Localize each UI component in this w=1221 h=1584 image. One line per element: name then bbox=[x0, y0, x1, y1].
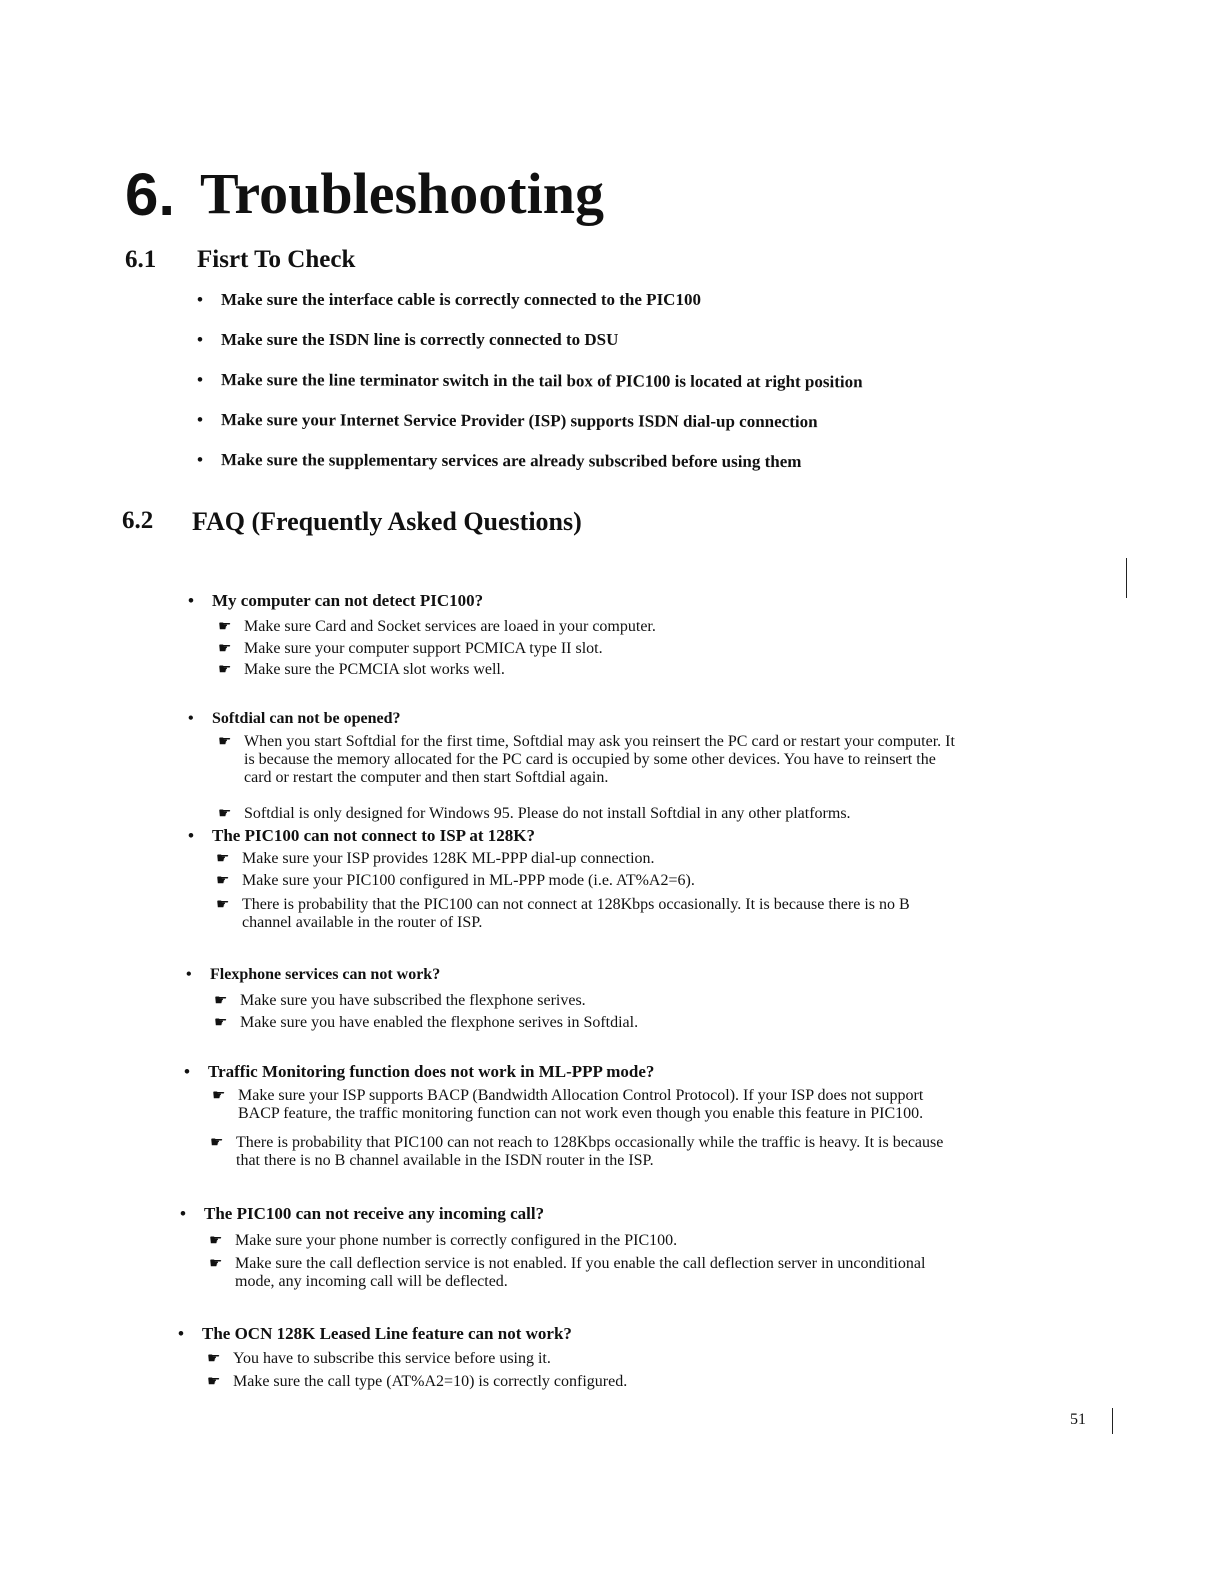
bullet-icon: • bbox=[196, 410, 203, 430]
bullet-icon: • bbox=[186, 966, 192, 983]
pointing-hand-icon: ☛ bbox=[216, 897, 230, 913]
faq-answer: ☛ There is probability that the PIC100 can not connect at 128Kbps occasionally. It is because there is no B channel available in the router of ISP. bbox=[216, 896, 910, 931]
faq-question: • My computer can not detect PIC100? bbox=[188, 591, 484, 610]
pointing-hand-icon: ☛ bbox=[212, 1088, 226, 1104]
faq-answer: ☛ You have to subscribe this service before using it. bbox=[207, 1350, 551, 1367]
chapter-title: Troubleshooting bbox=[200, 161, 604, 226]
faq-answer: ☛ Make sure you have enabled the flexphone serives in Softdial. bbox=[214, 1014, 639, 1031]
bullet-icon: • bbox=[178, 1324, 184, 1343]
chapter-number: 6. bbox=[125, 161, 176, 228]
pointing-hand-icon: ☛ bbox=[216, 851, 230, 867]
checklist-item: • Make sure the interface cable is correctly connected to the PIC100 bbox=[197, 290, 701, 309]
faq-question: • The OCN 128K Leased Line feature can not work? bbox=[178, 1324, 572, 1343]
change-bar bbox=[1126, 558, 1127, 598]
faq-answer: ☛ Make sure the call type (AT%A2=10) is correctly configured. bbox=[207, 1373, 628, 1390]
faq-answer: ☛ There is probability that PIC100 can not reach to 128Kbps occasionally while the traffic is heavy. It is because that there is no B channel available in the ISDN router in the ISP. bbox=[210, 1134, 944, 1169]
section-title: Fisrt To Check bbox=[197, 246, 356, 273]
bullet-icon: • bbox=[188, 710, 194, 727]
bullet-icon: • bbox=[180, 1204, 186, 1223]
bullet-icon: • bbox=[188, 591, 194, 610]
bullet-icon: • bbox=[196, 450, 203, 470]
faq-question: • Flexphone services can not work? bbox=[186, 966, 441, 983]
bullet-icon: • bbox=[196, 370, 203, 390]
faq-answer: ☛ Make sure the call deflection service is not enabled. If you enable the call deflection server in unconditional mode, any incoming call will be deflected. bbox=[209, 1255, 926, 1290]
checklist-item: • Make sure your Internet Service Provider (ISP) supports ISDN dial-up connection bbox=[196, 410, 818, 432]
pointing-hand-icon: ☛ bbox=[207, 1351, 221, 1367]
bullet-icon: • bbox=[188, 826, 194, 845]
pointing-hand-icon: ☛ bbox=[218, 806, 232, 822]
faq-question: • Softdial can not be opened? bbox=[188, 710, 401, 727]
faq-question: • The PIC100 can not connect to ISP at 128K? bbox=[188, 826, 535, 845]
faq-answer: ☛ Make sure Card and Socket services are loaed in your computer. bbox=[218, 618, 656, 635]
bullet-icon: • bbox=[184, 1062, 190, 1081]
pointing-hand-icon: ☛ bbox=[216, 873, 230, 889]
section-number: 6.2 bbox=[122, 507, 154, 534]
pointing-hand-icon: ☛ bbox=[214, 1015, 228, 1031]
section-title: FAQ (Frequently Asked Questions) bbox=[192, 507, 582, 536]
faq-answer: ☛ Make sure your PIC100 configured in ML-PPP mode (i.e. AT%A2=6). bbox=[216, 872, 695, 889]
faq-answer: ☛ Softdial is only designed for Windows 95. Please do not install Softdial in any other platforms. bbox=[218, 805, 851, 822]
checklist-item: • Make sure the line terminator switch in the tail box of PIC100 is located at right position bbox=[196, 370, 863, 392]
pointing-hand-icon: ☛ bbox=[207, 1374, 221, 1390]
faq-answer: ☛ Make sure you have subscribed the flexphone serives. bbox=[214, 992, 586, 1009]
checklist-item: • Make sure the ISDN line is correctly connected to DSU bbox=[197, 330, 619, 349]
faq-question: • The PIC100 can not receive any incoming call? bbox=[180, 1204, 545, 1223]
pointing-hand-icon: ☛ bbox=[218, 619, 232, 635]
bullet-icon: • bbox=[197, 290, 203, 309]
change-bar bbox=[1112, 1408, 1113, 1434]
pointing-hand-icon: ☛ bbox=[218, 662, 232, 678]
page-number: 51 bbox=[1070, 1411, 1086, 1428]
pointing-hand-icon: ☛ bbox=[210, 1135, 224, 1151]
faq-question: • Traffic Monitoring function does not work in ML-PPP mode? bbox=[184, 1062, 655, 1081]
checklist-item: • Make sure the supplementary services are already subscribed before using them bbox=[196, 450, 802, 472]
section-number: 6.1 bbox=[125, 246, 157, 273]
pointing-hand-icon: ☛ bbox=[218, 734, 232, 750]
pointing-hand-icon: ☛ bbox=[209, 1256, 223, 1272]
faq-answer: ☛ Make sure the PCMCIA slot works well. bbox=[218, 661, 505, 678]
pointing-hand-icon: ☛ bbox=[214, 993, 228, 1009]
faq-answer: ☛ Make sure your ISP supports BACP (Bandwidth Allocation Control Protocol). If your ISP does not support BACP feature, the traffic monitoring function can not work even though you enable this feature in PIC100. bbox=[212, 1087, 924, 1122]
faq-answer: ☛ Make sure your computer support PCMICA type II slot. bbox=[218, 640, 603, 657]
pointing-hand-icon: ☛ bbox=[209, 1233, 223, 1249]
faq-answer: ☛ Make sure your ISP provides 128K ML-PPP dial-up connection. bbox=[216, 850, 655, 867]
pointing-hand-icon: ☛ bbox=[218, 641, 232, 657]
faq-answer: ☛ When you start Softdial for the first time, Softdial may ask you reinsert the PC card or restart your computer. It is because the memory allocated for the PC card is occupied by some other devices. You have to reinsert the card or restart the computer and then start Softdial again. bbox=[218, 733, 955, 786]
bullet-icon: • bbox=[197, 330, 203, 349]
faq-answer: ☛ Make sure your phone number is correctly configured in the PIC100. bbox=[209, 1232, 678, 1249]
